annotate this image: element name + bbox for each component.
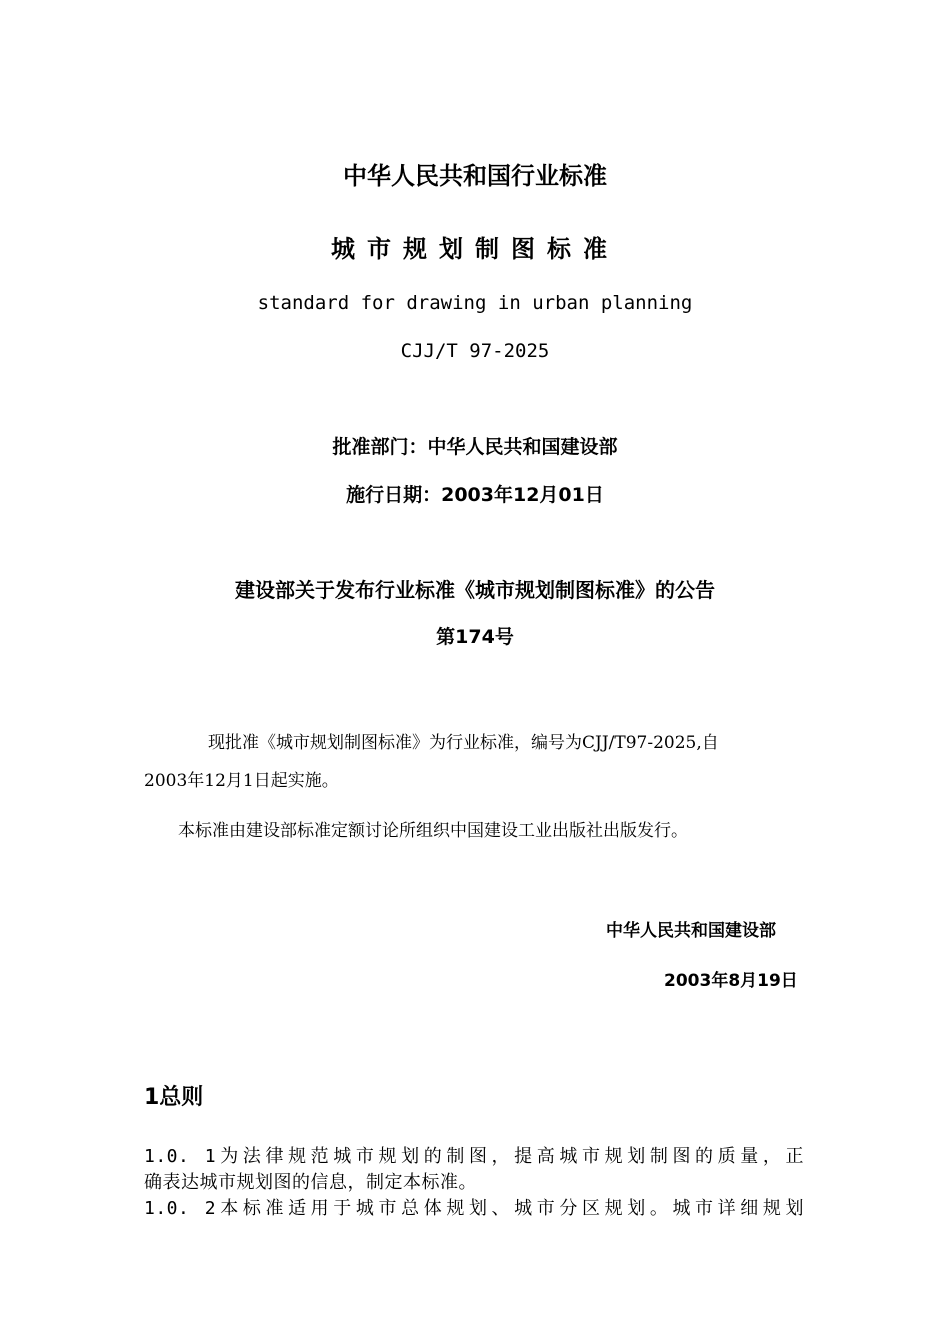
clause-1-line-2: 确表达城市规划图的信息，制定本标准。 <box>144 1172 477 1193</box>
notice-title: 建设部关于发布行业标准《城市规划制图标准》的公告 <box>235 578 715 602</box>
notice-paragraph-2: 本标准由建设部标准定额讨论所组织中国建设工业出版社出版发行。 <box>178 821 688 841</box>
standard-title-english: standard for drawing in urban planning <box>257 292 693 314</box>
standard-title: 城市规划制图标准 <box>331 235 619 263</box>
approval-department: 批准部门：中华人民共和国建设部 <box>332 436 618 458</box>
effective-date: 施行日期：2003年12月01日 <box>346 484 604 506</box>
signature-organization: 中华人民共和国建设部 <box>606 921 776 941</box>
notice-number: 第174号 <box>436 626 514 648</box>
standard-category: 中华人民共和国行业标准 <box>343 162 607 190</box>
notice-paragraph-1-line-2: 2003年12月1日起实施。 <box>144 771 339 791</box>
clause-2-line-1: 1.0. 2本标准适用于城市总体规划、城市分区规划。城市详细规划 <box>144 1198 804 1219</box>
chapter-heading: 1总则 <box>144 1085 204 1110</box>
clause-1-line-1: 1.0. 1为法律规范城市规划的制图，提高城市规划制图的质量，正 <box>144 1146 804 1167</box>
notice-paragraph-1-line-1: 现批准《城市规划制图标准》为行业标准，编号为CJJ/T97-2025,自 <box>208 733 719 753</box>
signature-date: 2003年8月19日 <box>664 971 798 991</box>
standard-code: CJJ/T 97-2025 <box>400 340 550 362</box>
